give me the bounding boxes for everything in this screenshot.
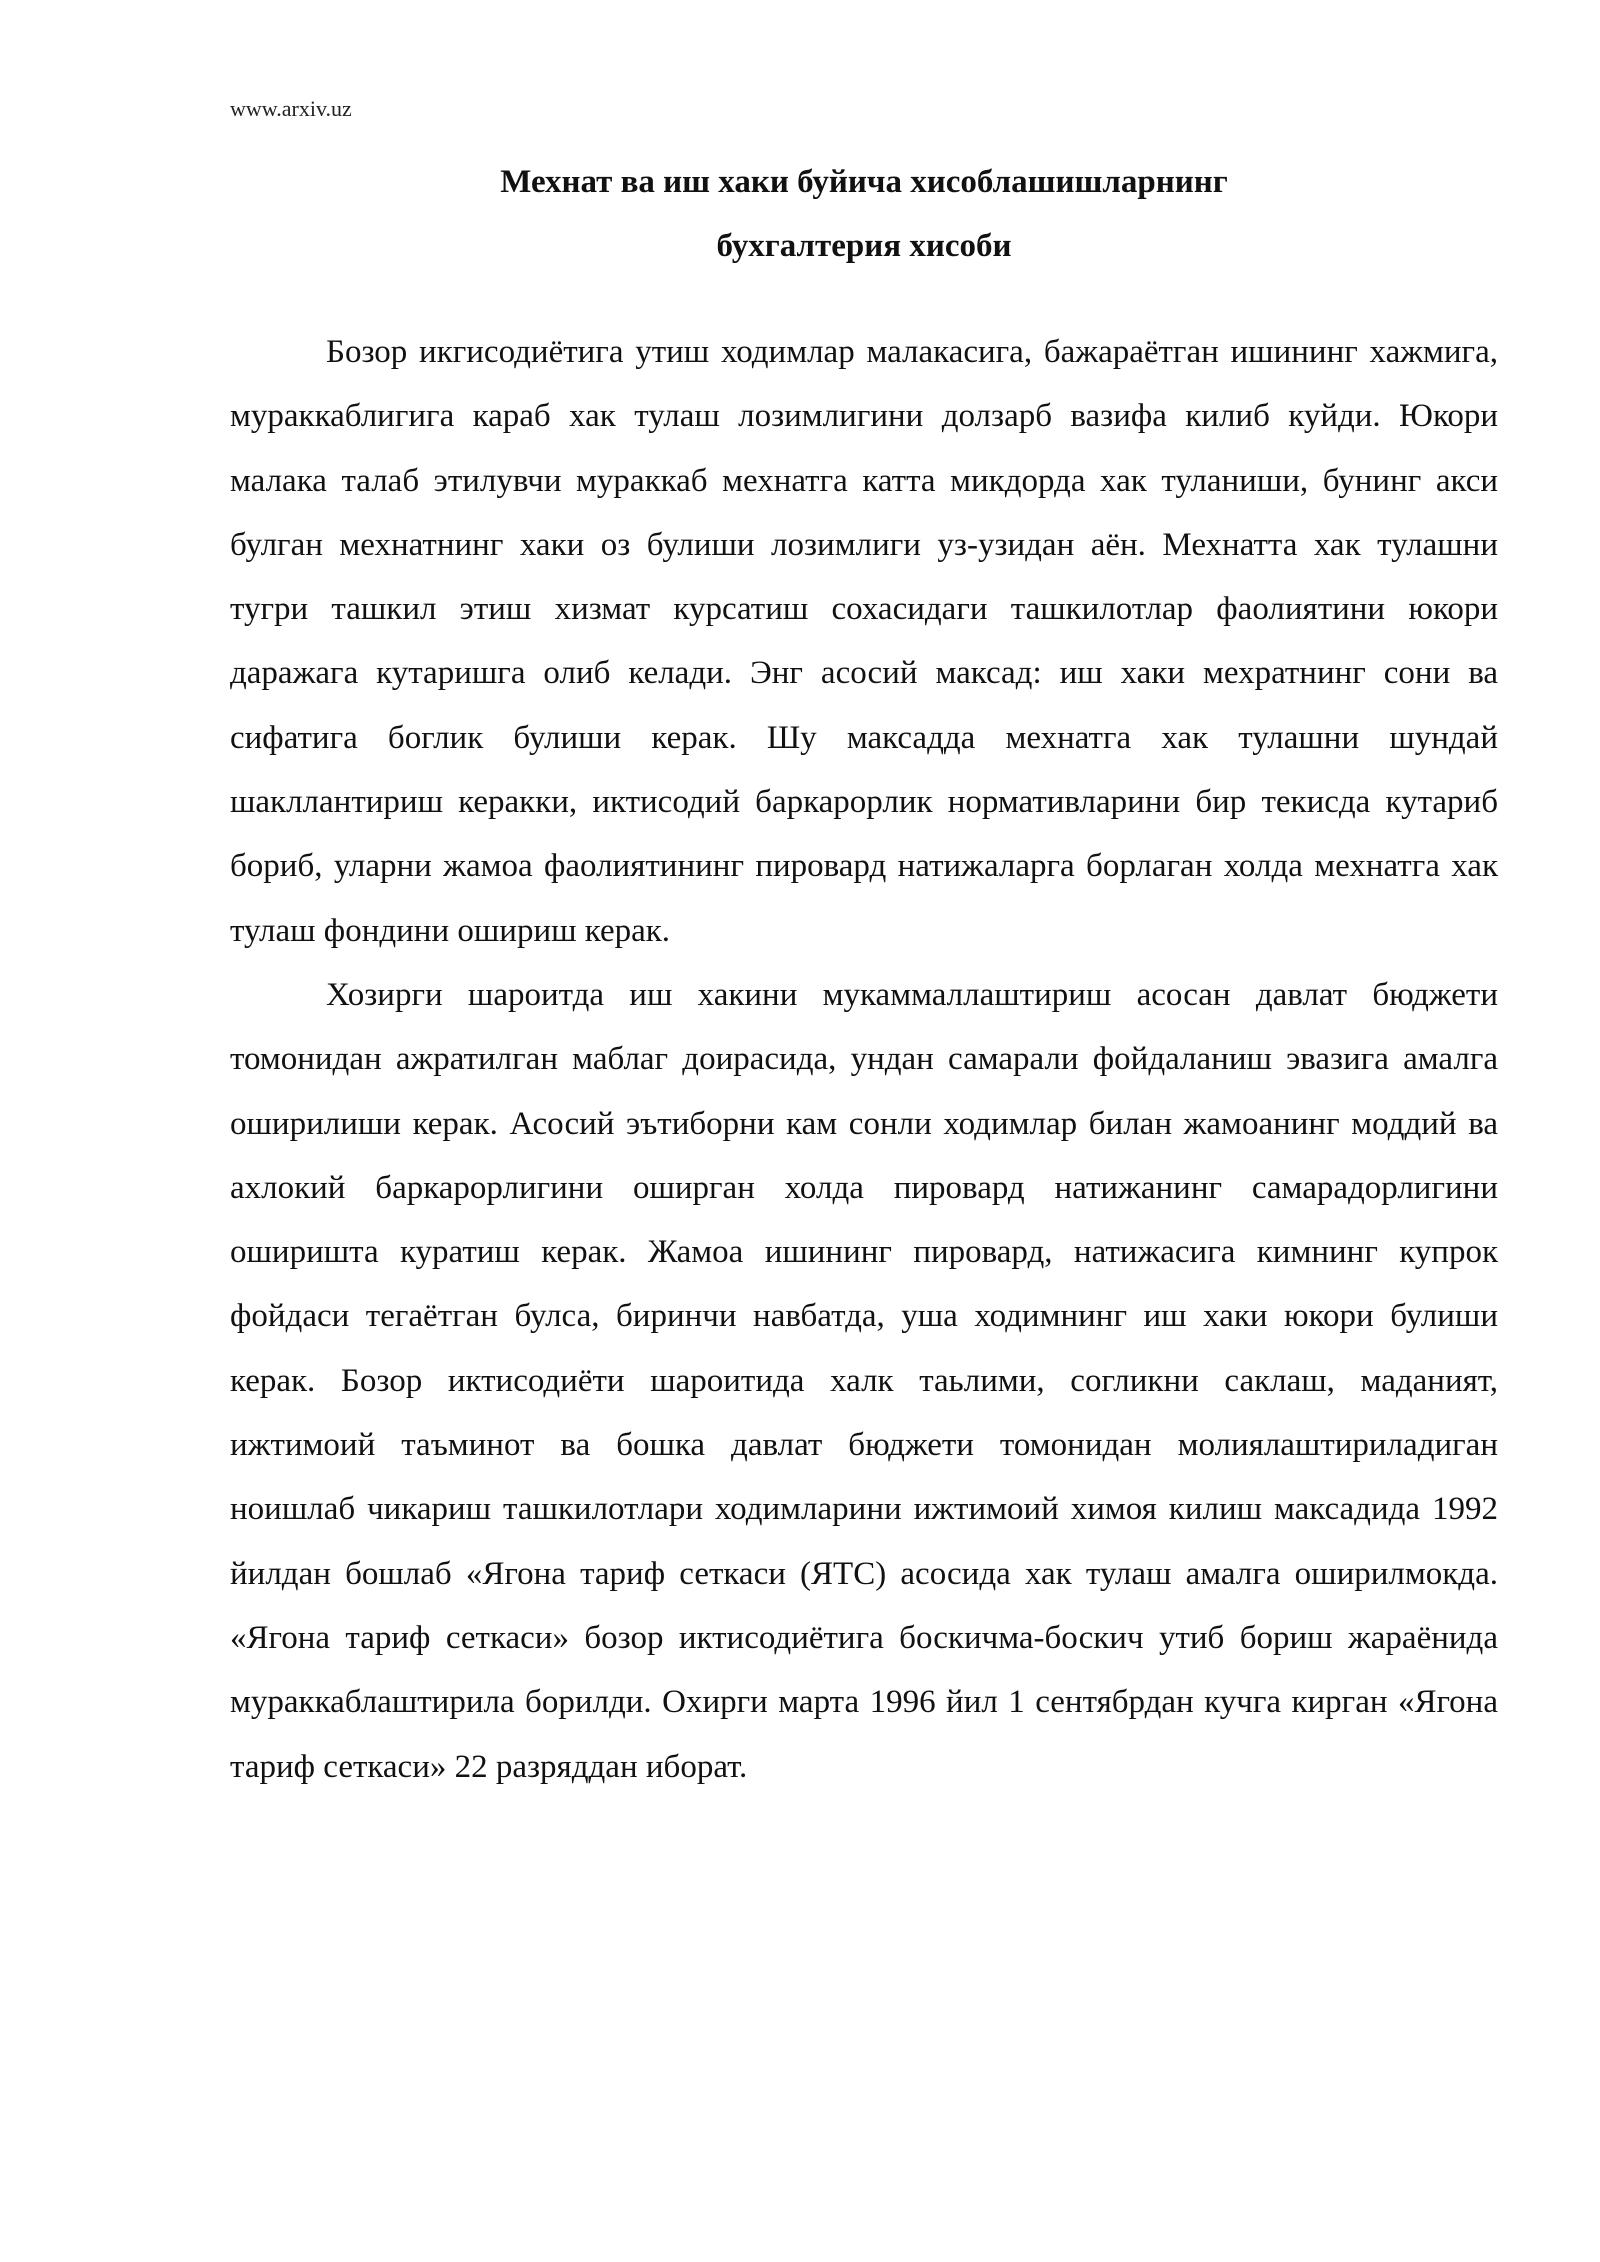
paragraph: Хозирги шароитда иш хакини мукаммаллаштириш асосан давлат бюджети томонидан ажратилган маблаг доирасида, ундан самарали фойдаланиш эвазига амалга оширилиши керак. Асосий эътиборни кам сонли ходимлар билан жамоанинг моддий ва ахлокий баркарорлигини оширган холда пировард натижанинг самарадорлигини оширишта куратиш керак. Жамоа ишининг пировард, натижасига кимнинг купрок фойдаси тегаётган булса, биринчи навбатда, уша ходимнинг иш хаки юкори булиши керак. Бозор иктисодиёти шароитида халк таьлими, согликни саклаш, маданият, ижтимоий таъминот ва бошка давлат бюджети томонидан молиялаштириладиган ноишлаб чикариш ташкилотлари ходимларини ижтимоий химоя килиш максадида 1992 йилдан бошлаб «Ягона тариф сеткаси (ЯТС) асосида хак тулаш амалга оширилмокда. «Ягона тариф сеткаси» бозор иктисодиётига боскичма-боскич утиб бориш жараёнида мураккаблаштирила борилди. Охирги марта 1996 йил 1 сентябрдан кучга кирган «Ягона тариф сеткаси» 22 разряддан иборат. bbox=[230, 976, 1498, 1785]
document-body bbox=[230, 320, 1498, 1799]
site-url-header: www.arxiv.uz bbox=[230, 96, 352, 121]
title-line-1: Мехнат ва иш хаки буйича хисоблашишларнинг bbox=[500, 164, 1228, 200]
document-title bbox=[230, 150, 1498, 278]
paragraph: Бозор икгисодиётига утиш ходимлар малакасига, бажараётган ишининг хажмига, мураккаблигига караб хак тулаш лозимлигини долзарб вазифа килиб куйди. Юкори малака талаб этилувчи мураккаб мехнатга катта микдорда хак туланиши, бунинг акси булган мехнатнинг хаки оз булиши лозимлиги уз-узидан аён. Мехнатта хак тулашни тугри ташкил этиш хизмат курсатиш сохасидаги ташкилотлар фаолиятини юкори даражага кутаришга олиб келади. Энг асосий максад: иш хаки мехратнинг сони ва сифатига боглик булиши керак. Шу максадда мехнатга хак тулашни шундай шакллантириш керакки, иктисодий баркарорлик нормативларини бир текисда кутариб бориб, уларни жамоа фаолиятининг пировард натижаларга борлаган холда мехнатга хак тулаш фондини ошириш керак. bbox=[230, 334, 1498, 949]
title-line-2: бухгалтерия хисоби bbox=[716, 228, 1012, 264]
